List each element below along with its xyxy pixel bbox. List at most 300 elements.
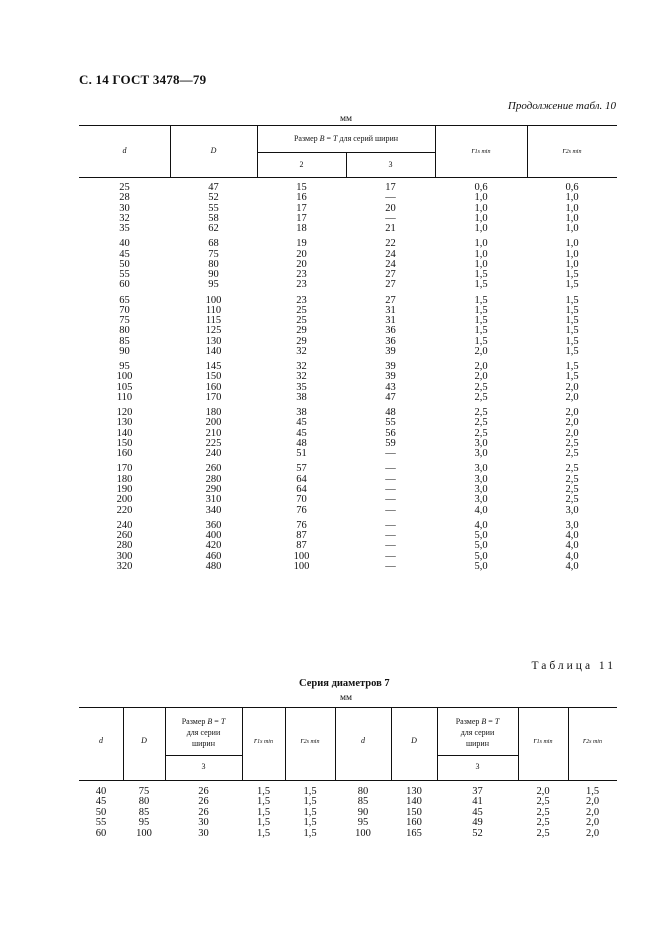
cell-d: 45 bbox=[95, 796, 107, 808]
table-row bbox=[79, 250, 617, 260]
cell-r2s-min: 1,5 bbox=[303, 817, 317, 829]
cell-series-2: 57 bbox=[296, 463, 307, 475]
cell-r1s-min: 1,5 bbox=[474, 269, 488, 281]
cell-r1s-min: 2,5 bbox=[474, 407, 488, 419]
cell-D: 100 bbox=[136, 827, 152, 839]
cell-series-2: 32 bbox=[296, 361, 307, 373]
cell-D: 55 bbox=[208, 202, 219, 214]
cell-D: 240 bbox=[205, 448, 222, 460]
header-size-right: Размер B = T для серии ширин bbox=[455, 717, 500, 748]
cell-r2s-min: 3,0 bbox=[565, 519, 579, 531]
cell-D: 150 bbox=[205, 371, 222, 383]
cell-series-2: 16 bbox=[296, 192, 307, 204]
cell-r2s-min: 2,5 bbox=[565, 438, 579, 450]
table-row bbox=[79, 408, 617, 418]
cell-D: 52 bbox=[208, 192, 219, 204]
cell-series-2: 100 bbox=[293, 560, 310, 572]
table-row bbox=[79, 552, 617, 562]
cell-series-3: 31 bbox=[385, 304, 396, 316]
table-row bbox=[79, 393, 617, 403]
header-d-right: d bbox=[361, 736, 365, 745]
table-row bbox=[79, 485, 617, 495]
table-row bbox=[79, 439, 617, 449]
cell-r1s-min: 2,5 bbox=[474, 392, 488, 404]
cell-r1s-min: 0,6 bbox=[474, 182, 488, 193]
header-series-2: 2 bbox=[299, 160, 304, 169]
cell-r2s-min: 1,5 bbox=[565, 294, 579, 306]
cell-r2s-min: 2,0 bbox=[565, 392, 579, 404]
cell-r1s-min: 1,5 bbox=[474, 304, 488, 316]
cell-series-3: 17 bbox=[385, 182, 396, 193]
cell-D: 160 bbox=[406, 817, 422, 829]
cell-series-2: 45 bbox=[296, 417, 307, 429]
table-row bbox=[79, 239, 617, 249]
cell-r2s-min: 2,0 bbox=[565, 407, 579, 419]
cell-r1s-min: 2,0 bbox=[536, 786, 550, 797]
cell-r1s-min: 3,0 bbox=[474, 448, 488, 460]
cell-d: 55 bbox=[95, 817, 107, 829]
cell-d: 60 bbox=[119, 279, 130, 291]
cell-r1s-min: 4,0 bbox=[474, 504, 488, 516]
cell-r2s-min: 2,0 bbox=[565, 427, 579, 439]
table-row bbox=[79, 829, 617, 839]
cell-d: 140 bbox=[116, 427, 133, 439]
cell-r1s-min: 1,0 bbox=[474, 202, 488, 214]
cell-D: 95 bbox=[138, 817, 150, 829]
cell-r2s-min: 4,0 bbox=[565, 529, 579, 541]
table-row bbox=[79, 347, 617, 357]
table-row bbox=[79, 296, 617, 306]
cell-r1s-min: 1,5 bbox=[256, 796, 271, 808]
cell-D: 130 bbox=[205, 335, 222, 347]
table-row bbox=[79, 506, 617, 516]
cell-series-3: — bbox=[385, 192, 396, 204]
cell-series-3: — bbox=[385, 560, 396, 572]
table-row bbox=[79, 362, 617, 372]
cell-series-3: — bbox=[385, 494, 396, 506]
cell-d: 60 bbox=[95, 827, 107, 839]
cell-d: 40 bbox=[119, 238, 130, 250]
cell-series-3: 45 bbox=[472, 806, 483, 818]
table-row bbox=[79, 475, 617, 485]
cell-series-2: 48 bbox=[296, 438, 307, 450]
cell-r2s-min: 2,5 bbox=[565, 484, 579, 495]
cell-series-3: 20 bbox=[385, 202, 396, 214]
cell-r2s-min: 4,0 bbox=[565, 550, 579, 562]
cell-series-2: 100 bbox=[293, 550, 310, 562]
cell-D: 68 bbox=[208, 238, 219, 250]
cell-d: 95 bbox=[357, 817, 369, 829]
cell-series-3: 37 bbox=[472, 786, 483, 797]
cell-D: 110 bbox=[205, 304, 222, 316]
cell-r1s-min: 2,5 bbox=[536, 817, 550, 829]
cell-r1s-min: 1,0 bbox=[474, 192, 488, 204]
cell-d: 150 bbox=[116, 438, 133, 450]
table-11-header bbox=[79, 707, 617, 781]
cell-series-2: 23 bbox=[296, 279, 307, 291]
cell-D: 130 bbox=[406, 786, 422, 797]
cell-series-2: 45 bbox=[296, 427, 307, 439]
cell-d: 70 bbox=[119, 304, 130, 316]
header-D-left: D bbox=[141, 736, 147, 745]
cell-series-2: 64 bbox=[296, 473, 307, 485]
header-series-3: 3 bbox=[388, 160, 393, 169]
cell-r2s-min: 1,5 bbox=[303, 796, 317, 808]
cell-series-3: 30 bbox=[198, 817, 209, 829]
cell-D: 140 bbox=[205, 346, 222, 358]
cell-d: 32 bbox=[119, 212, 130, 224]
unit-label: мм bbox=[340, 693, 353, 703]
cell-series-2: 32 bbox=[296, 346, 307, 358]
cell-D: 140 bbox=[406, 796, 422, 808]
cell-r2s-min: 4,0 bbox=[565, 540, 579, 552]
table-row bbox=[79, 316, 617, 326]
cell-r1s-min: 2,5 bbox=[474, 417, 488, 429]
table-10-header bbox=[79, 125, 617, 178]
cell-r1s-min: 2,0 bbox=[474, 371, 488, 383]
cell-series-3: 43 bbox=[385, 381, 396, 393]
table-row bbox=[79, 183, 617, 193]
cell-r1s-min: 3,0 bbox=[474, 494, 488, 506]
cell-r1s-min: 2,5 bbox=[536, 796, 550, 808]
cell-r1s-min: 3,0 bbox=[474, 438, 488, 450]
cell-series-3: 21 bbox=[385, 223, 396, 235]
cell-r2s-min: 2,5 bbox=[565, 494, 579, 506]
cell-r2s-min: 2,0 bbox=[585, 806, 600, 818]
cell-D: 160 bbox=[205, 381, 222, 393]
cell-r1s-min: 1,0 bbox=[474, 238, 488, 250]
cell-series-3: 41 bbox=[472, 796, 483, 808]
cell-r2s-min: 2,5 bbox=[565, 463, 579, 475]
table-row bbox=[79, 193, 617, 203]
cell-r2s-min: 1,5 bbox=[565, 269, 579, 281]
cell-D: 210 bbox=[205, 427, 222, 439]
table-row bbox=[79, 337, 617, 347]
header-D: D bbox=[210, 146, 217, 155]
cell-r2s-min: 2,0 bbox=[585, 827, 600, 839]
header-size-left: Размер B = T для серии ширин bbox=[181, 717, 226, 748]
cell-r2s-min: 1,5 bbox=[565, 315, 579, 327]
cell-series-3: 59 bbox=[385, 438, 396, 450]
table-row bbox=[79, 260, 617, 270]
cell-D: 280 bbox=[205, 473, 222, 485]
cell-r1s-min: 1,0 bbox=[474, 223, 488, 235]
cell-r1s-min: 4,0 bbox=[474, 519, 488, 531]
cell-d: 110 bbox=[116, 392, 133, 404]
cell-D: 260 bbox=[205, 463, 222, 475]
table-row bbox=[79, 224, 617, 234]
cell-d: 90 bbox=[119, 346, 130, 358]
table-11-title: Таблица 11 bbox=[531, 660, 616, 672]
cell-r2s-min: 1,0 bbox=[565, 212, 579, 224]
table-10 bbox=[79, 125, 617, 572]
table-row bbox=[79, 372, 617, 382]
table-10-body bbox=[79, 178, 617, 572]
cell-d: 320 bbox=[116, 560, 133, 572]
table-row bbox=[79, 449, 617, 459]
cell-series-3: 48 bbox=[385, 407, 396, 419]
cell-series-3: — bbox=[385, 212, 396, 224]
cell-d: 80 bbox=[357, 786, 369, 797]
cell-series-3: 22 bbox=[385, 238, 396, 250]
cell-series-3: 39 bbox=[385, 346, 396, 358]
cell-series-3: 39 bbox=[385, 361, 396, 373]
cell-r1s-min: 1,0 bbox=[474, 258, 488, 270]
cell-r2s-min: 2,0 bbox=[585, 796, 600, 808]
cell-series-2: 19 bbox=[296, 238, 307, 250]
cell-D: 165 bbox=[406, 827, 422, 839]
cell-D: 310 bbox=[205, 494, 222, 506]
cell-series-3: — bbox=[385, 448, 396, 460]
cell-series-2: 29 bbox=[296, 325, 307, 337]
cell-r1s-min: 5,0 bbox=[474, 540, 488, 552]
table-row bbox=[79, 280, 617, 290]
cell-d: 240 bbox=[116, 519, 133, 531]
cell-series-3: 39 bbox=[385, 371, 396, 383]
table-row bbox=[79, 326, 617, 336]
cell-d: 190 bbox=[116, 484, 133, 495]
cell-series-3: 24 bbox=[385, 248, 396, 260]
cell-series-2: 76 bbox=[296, 519, 307, 531]
cell-series-2: 32 bbox=[296, 371, 307, 383]
table-row bbox=[79, 204, 617, 214]
table-continuation-label: Продолжение табл. 10 bbox=[507, 100, 616, 112]
cell-r1s-min: 1,5 bbox=[474, 279, 488, 291]
cell-d: 130 bbox=[116, 417, 133, 429]
cell-D: 95 bbox=[208, 279, 219, 291]
cell-D: 200 bbox=[205, 417, 222, 429]
cell-d: 120 bbox=[116, 407, 133, 419]
cell-r1s-min: 1,5 bbox=[256, 806, 271, 818]
cell-d: 35 bbox=[119, 223, 130, 235]
cell-series-2: 17 bbox=[296, 202, 307, 214]
cell-series-3: 36 bbox=[385, 325, 396, 337]
cell-D: 180 bbox=[205, 407, 222, 419]
cell-series-2: 23 bbox=[296, 269, 307, 281]
cell-r2s-min: 1,5 bbox=[565, 335, 579, 347]
cell-series-2: 18 bbox=[296, 223, 307, 235]
table-row bbox=[79, 214, 617, 224]
cell-series-3: 24 bbox=[385, 258, 396, 270]
cell-series-3: 49 bbox=[472, 817, 483, 829]
cell-series-3: 56 bbox=[385, 427, 396, 439]
header-series-3-right: 3 bbox=[475, 762, 480, 771]
cell-r1s-min: 2,5 bbox=[536, 806, 550, 818]
cell-D: 420 bbox=[205, 540, 222, 552]
cell-D: 80 bbox=[208, 258, 219, 270]
cell-r2s-min: 1,0 bbox=[565, 223, 579, 235]
cell-r2s-min: 2,0 bbox=[585, 817, 600, 829]
table-row bbox=[79, 521, 617, 531]
cell-r2s-min: 2,0 bbox=[565, 417, 579, 429]
table-row bbox=[79, 306, 617, 316]
cell-d: 300 bbox=[116, 550, 133, 562]
cell-r2s-min: 1,0 bbox=[565, 202, 579, 214]
cell-D: 290 bbox=[205, 484, 222, 495]
cell-d: 170 bbox=[116, 463, 133, 475]
cell-series-3: 26 bbox=[198, 796, 209, 808]
table-row bbox=[79, 562, 617, 572]
cell-r1s-min: 1,5 bbox=[474, 294, 488, 306]
cell-r2s-min: 2,5 bbox=[565, 473, 579, 485]
cell-series-2: 87 bbox=[296, 540, 307, 552]
cell-r1s-min: 3,0 bbox=[474, 484, 488, 495]
cell-r1s-min: 1,5 bbox=[256, 786, 271, 797]
table-row bbox=[79, 818, 617, 828]
table-11-subtitle: Серия диаметров 7 bbox=[299, 678, 390, 689]
cell-r2s-min: 1,5 bbox=[303, 786, 317, 797]
table-row bbox=[79, 464, 617, 474]
page-header: С. 14 ГОСТ 3478—79 bbox=[79, 72, 207, 87]
cell-r1s-min: 5,0 bbox=[474, 550, 488, 562]
cell-r1s-min: 1,5 bbox=[256, 817, 271, 829]
cell-d: 105 bbox=[116, 381, 133, 393]
cell-D: 225 bbox=[205, 438, 222, 450]
cell-r1s-min: 2,0 bbox=[474, 346, 488, 358]
cell-D: 58 bbox=[208, 212, 219, 224]
cell-r2s-min: 1,5 bbox=[565, 346, 579, 358]
cell-d: 50 bbox=[95, 806, 107, 818]
cell-d: 180 bbox=[116, 473, 133, 485]
cell-d: 95 bbox=[119, 361, 130, 373]
cell-r1s-min: 2,0 bbox=[474, 361, 488, 373]
cell-r1s-min: 1,5 bbox=[256, 827, 271, 839]
cell-d: 55 bbox=[119, 269, 130, 281]
cell-r1s-min: 2,5 bbox=[474, 427, 488, 439]
cell-r2s-min: 3,0 bbox=[565, 504, 579, 516]
cell-d: 200 bbox=[116, 494, 133, 506]
cell-series-3: — bbox=[385, 473, 396, 485]
cell-D: 460 bbox=[205, 550, 222, 562]
cell-series-3: — bbox=[385, 529, 396, 541]
header-r1s-min: r1s min bbox=[471, 146, 491, 155]
cell-r1s-min: 5,0 bbox=[474, 560, 488, 572]
cell-D: 400 bbox=[205, 529, 222, 541]
cell-r2s-min: 1,0 bbox=[565, 238, 579, 250]
table-row bbox=[79, 418, 617, 428]
cell-D: 80 bbox=[138, 796, 150, 808]
cell-r1s-min: 1,0 bbox=[474, 248, 488, 260]
cell-D: 90 bbox=[208, 269, 219, 281]
cell-r2s-min: 1,5 bbox=[565, 371, 579, 383]
cell-d: 45 bbox=[119, 248, 130, 260]
cell-r1s-min: 1,5 bbox=[474, 335, 488, 347]
cell-r2s-min: 1,0 bbox=[565, 258, 579, 270]
cell-r2s-min: 1,0 bbox=[565, 192, 579, 204]
cell-series-3: — bbox=[385, 463, 396, 475]
cell-d: 260 bbox=[116, 529, 133, 541]
cell-series-3: 31 bbox=[385, 315, 396, 327]
header-r2s-min-right: r2s min bbox=[583, 736, 602, 745]
table-11-body bbox=[79, 781, 617, 839]
cell-series-2: 70 bbox=[296, 494, 307, 506]
cell-r2s-min: 1,0 bbox=[565, 248, 579, 260]
cell-series-2: 35 bbox=[296, 381, 307, 393]
cell-D: 100 bbox=[205, 294, 222, 306]
cell-series-2: 76 bbox=[296, 504, 307, 516]
cell-series-2: 25 bbox=[296, 315, 307, 327]
cell-r1s-min: 1,5 bbox=[474, 325, 488, 337]
cell-D: 125 bbox=[205, 325, 222, 337]
header-r2s-min-left: r2s min bbox=[300, 736, 320, 745]
table-row bbox=[79, 429, 617, 439]
cell-d: 85 bbox=[357, 796, 369, 808]
cell-series-2: 17 bbox=[296, 212, 307, 224]
cell-series-2: 29 bbox=[296, 335, 307, 347]
cell-series-2: 20 bbox=[296, 258, 307, 270]
cell-d: 100 bbox=[116, 371, 133, 383]
cell-series-2: 20 bbox=[296, 248, 307, 260]
cell-r2s-min: 4,0 bbox=[565, 560, 579, 572]
cell-series-3: 26 bbox=[198, 786, 209, 797]
cell-series-2: 64 bbox=[296, 484, 307, 495]
cell-series-3: — bbox=[385, 504, 396, 516]
cell-r2s-min: 1,5 bbox=[565, 279, 579, 291]
cell-r1s-min: 3,0 bbox=[474, 463, 488, 475]
cell-series-2: 87 bbox=[296, 529, 307, 541]
cell-d: 25 bbox=[119, 182, 130, 193]
cell-d: 280 bbox=[116, 540, 133, 552]
cell-d: 85 bbox=[119, 335, 130, 347]
header-D-right: D bbox=[411, 736, 417, 745]
cell-series-3: — bbox=[385, 540, 396, 552]
cell-D: 62 bbox=[208, 223, 219, 235]
cell-series-3: — bbox=[385, 484, 396, 495]
cell-series-2: 51 bbox=[296, 448, 307, 460]
cell-series-3: 36 bbox=[385, 335, 396, 347]
cell-D: 75 bbox=[208, 248, 219, 260]
cell-r2s-min: 1,5 bbox=[303, 827, 317, 839]
cell-d: 100 bbox=[355, 827, 371, 839]
cell-series-3: 52 bbox=[472, 827, 483, 839]
header-r1s-min-right: r1s min bbox=[533, 736, 553, 745]
cell-D: 150 bbox=[406, 806, 422, 818]
cell-D: 480 bbox=[205, 560, 222, 572]
table-11 bbox=[79, 707, 617, 839]
cell-series-3: 27 bbox=[385, 294, 396, 306]
unit-label: мм bbox=[340, 114, 353, 124]
cell-D: 115 bbox=[205, 315, 222, 327]
cell-D: 47 bbox=[208, 182, 219, 193]
cell-series-3: 55 bbox=[385, 417, 396, 429]
cell-r1s-min: 5,0 bbox=[474, 529, 488, 541]
cell-D: 360 bbox=[205, 519, 222, 531]
cell-series-2: 25 bbox=[296, 304, 307, 316]
table-row bbox=[79, 541, 617, 551]
cell-D: 85 bbox=[138, 806, 150, 818]
cell-series-3: — bbox=[385, 550, 396, 562]
cell-r2s-min: 0,6 bbox=[565, 182, 579, 193]
cell-D: 340 bbox=[205, 504, 222, 516]
cell-series-3: 30 bbox=[198, 827, 209, 839]
cell-r2s-min: 1,5 bbox=[565, 361, 579, 373]
cell-series-3: 27 bbox=[385, 269, 396, 281]
cell-d: 30 bbox=[119, 202, 130, 214]
header-r1s-min-left: r1s min bbox=[254, 736, 273, 745]
cell-series-2: 15 bbox=[296, 182, 307, 193]
table-row bbox=[79, 270, 617, 280]
header-d-left: d bbox=[99, 736, 103, 745]
cell-r2s-min: 2,0 bbox=[565, 381, 579, 393]
header-size-group: Размер B = T для серий ширин bbox=[293, 134, 399, 143]
cell-d: 40 bbox=[95, 786, 107, 797]
cell-r2s-min: 2,5 bbox=[565, 448, 579, 460]
cell-r2s-min: 1,5 bbox=[565, 304, 579, 316]
cell-r2s-min: 1,5 bbox=[585, 786, 600, 797]
cell-series-2: 23 bbox=[296, 294, 307, 306]
cell-series-3: — bbox=[385, 519, 396, 531]
table-row bbox=[79, 531, 617, 541]
